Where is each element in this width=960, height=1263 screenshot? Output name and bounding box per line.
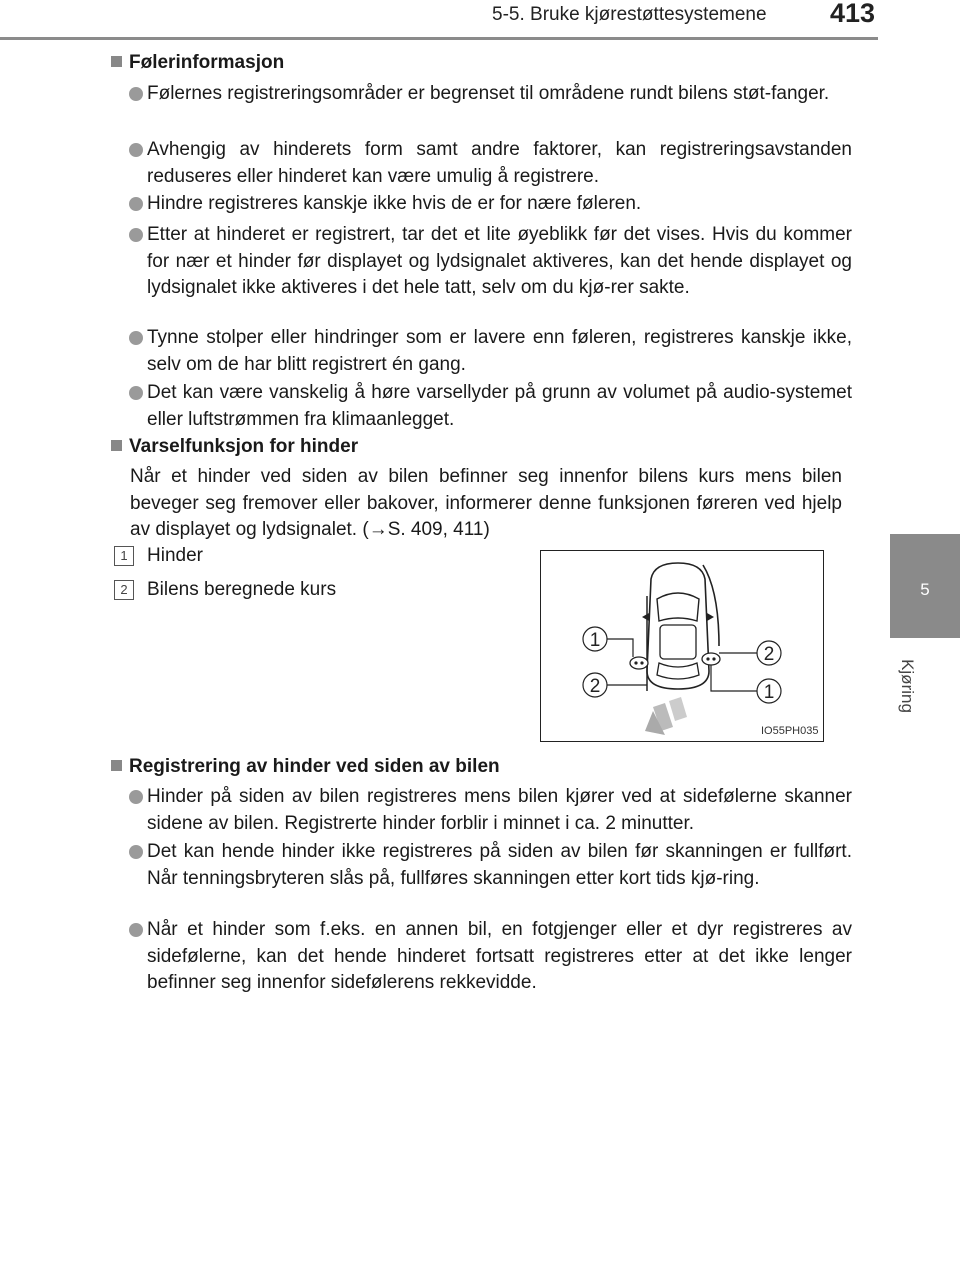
heading-folerinformasjon [111, 52, 284, 74]
chapter-label: Kjøring [898, 659, 917, 713]
bullet-text: Følernes registreringsområder er begrenset til områdene rundt bilens støt-fanger. [147, 83, 830, 104]
car-diagram-figure [540, 550, 824, 742]
heading-text: Varselfunksjon for hinder [129, 436, 359, 457]
obstacle-right-icon [702, 653, 720, 665]
obstacle-left-icon [630, 657, 648, 669]
bullet-dot-icon [129, 923, 143, 937]
callout-2-right [757, 641, 781, 665]
bullet-text: Det kan hende hinder ikke registreres på siden av bilen før skanningen er fullført. Når tenningsbryteren slås på, fullføres skanningen etter kort tids kjø-ring. [147, 841, 852, 889]
bullet-text: Tynne stolper eller hindringer som er lavere enn føleren, registreres kanskje ikke, selv om de har blitt registrert én gang. [147, 327, 852, 375]
bullet-item [129, 191, 852, 218]
heading-text: Registrering av hinder ved siden av bilen [129, 756, 500, 777]
chapter-tab [890, 534, 960, 638]
page-number: 413 [830, 0, 876, 28]
svg-text:2: 2 [763, 644, 775, 665]
callout-1-left [583, 627, 607, 651]
legend-label: Bilens beregnede kurs [147, 579, 337, 600]
bullet-dot-icon [129, 228, 143, 242]
bullet-item [129, 325, 852, 378]
car-diagram [541, 551, 823, 741]
bullet-item [129, 137, 852, 190]
legend-number: 1 [114, 546, 134, 566]
bullet-text: Hindre registreres kanskje ikke hvis de er for nære føleren. [147, 193, 642, 214]
section-paragraph: Når et hinder ved siden av bilen befinner seg innenfor bilens kurs mens bilen beveger seg fremover eller bakover, informerer denne funksjonen føreren ved hjelp av displayet og lydsignalet. (→S. 409, 411) [130, 466, 842, 540]
chapter-number: 5 [920, 580, 930, 599]
heading-text: Følerinformasjon [129, 52, 285, 73]
heading-square-icon [111, 56, 122, 67]
bullet-dot-icon [129, 143, 143, 157]
car-mirror-right [707, 613, 714, 621]
car-mirror-left [642, 613, 649, 621]
bullet-item [129, 380, 852, 433]
car-windshield [657, 593, 699, 621]
bullet-text: Hinder på siden av bilen registreres mens bilen kjører ved at sidefølerne skanner sidene av bilen. Registrerte hinder forblir i minnet i ca. 2 minutter. [147, 786, 852, 834]
legend-item-kurs [114, 579, 336, 601]
svg-text:1: 1 [589, 630, 601, 651]
bullet-item [129, 784, 852, 837]
heading-square-icon [111, 760, 122, 771]
svg-text:2: 2 [589, 676, 601, 697]
heading-square-icon [111, 440, 122, 451]
bullet-item [129, 81, 852, 108]
bullet-text: Etter at hinderet er registrert, tar det et lite øyeblikk før det vises. Hvis du kommer for nær et hinder før displayet og lydsignalet aktiveres, kan det hende displayet og lydsignalet ikke aktiveres i det hele tatt, selv om du kjø-rer sakte. [147, 224, 852, 298]
bullet-text: Det kan være vanskelig å høre varsellyder på grunn av volumet på audio-systemet eller luftstrømmen fra klimaanlegget. [147, 382, 852, 430]
bullet-dot-icon [129, 790, 143, 804]
legend-number: 2 [114, 580, 134, 600]
callout-2-left [583, 673, 607, 697]
bullet-dot-icon [129, 331, 143, 345]
page-header [0, 0, 960, 40]
heading-varselfunksjon [111, 436, 358, 458]
svg-text:1: 1 [763, 682, 775, 703]
bullet-text: Når et hinder som f.eks. en annen bil, en fotgjenger eller et dyr registreres av sidefølerne, kan det hende hinderet fortsatt registreres etter at det ikke lenger befinner seg innenfor sidefølerens rekkevidde. [147, 919, 852, 993]
figure-code: IO55PH035 [761, 725, 819, 737]
header-rule [0, 37, 878, 40]
bullet-dot-icon [129, 845, 143, 859]
section-title: 5-5. Bruke kjørestøttesystemene [492, 4, 767, 25]
bullet-item [129, 839, 852, 892]
bullet-item [129, 917, 852, 997]
bullet-dot-icon [129, 197, 143, 211]
reverse-arrow-icon [645, 697, 687, 735]
bullet-dot-icon [129, 386, 143, 400]
heading-registrering [111, 756, 500, 778]
bullet-item [129, 222, 852, 302]
legend-item-hinder [114, 545, 203, 567]
bullet-text: Avhengig av hinderets form samt andre faktorer, kan registreringsavstanden reduseres eller hinderet kan være umulig å registrere. [147, 139, 852, 187]
leader-line [711, 665, 757, 691]
callout-1-right [757, 679, 781, 703]
car-roof [660, 625, 696, 659]
legend-label: Hinder [147, 545, 203, 566]
bullet-dot-icon [129, 87, 143, 101]
leader-line [605, 639, 633, 657]
